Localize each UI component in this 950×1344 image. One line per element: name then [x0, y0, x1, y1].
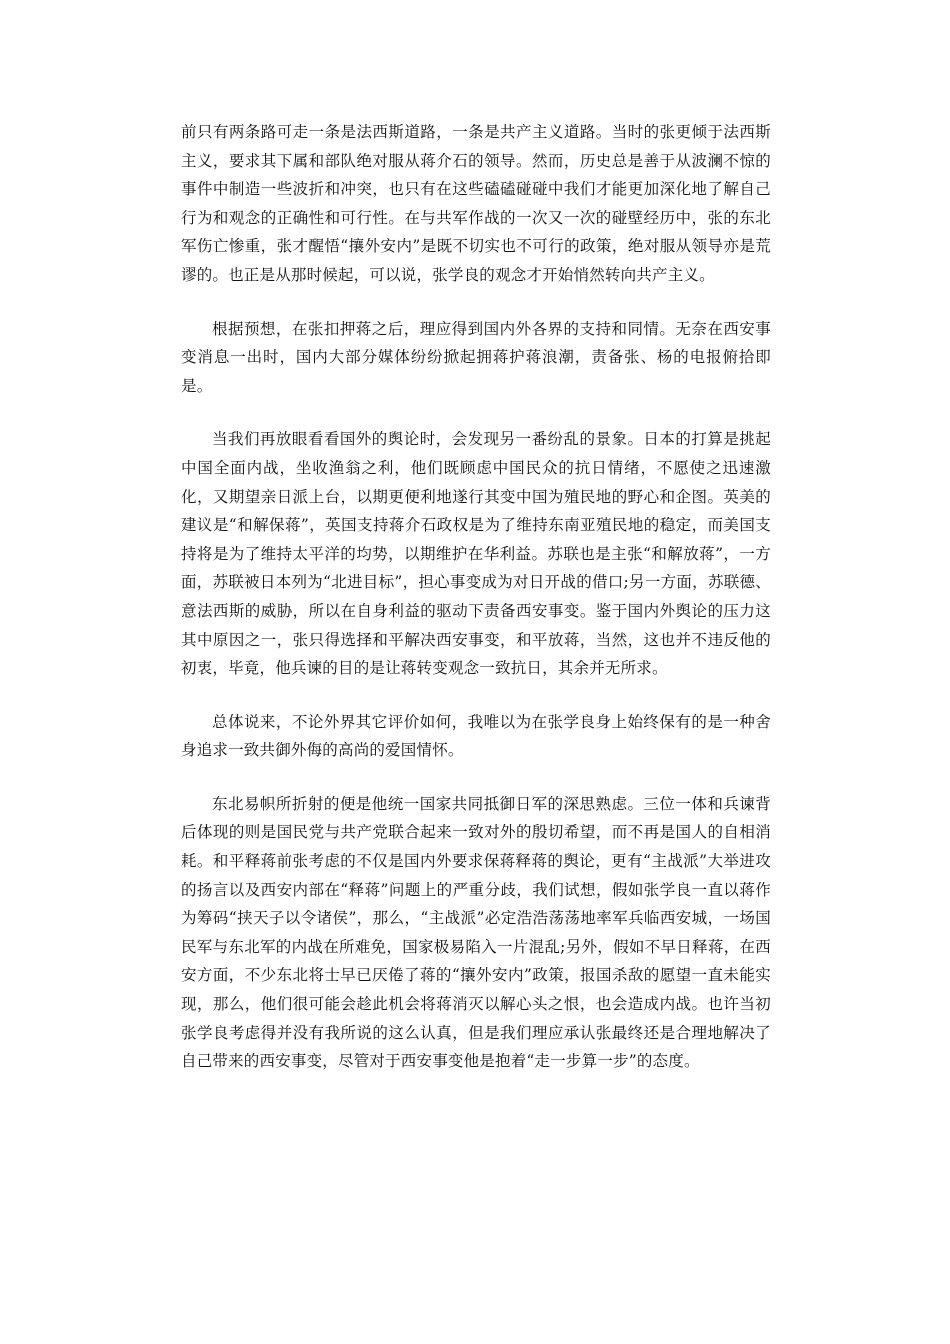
paragraph-1: 前只有两条路可走一条是法西斯道路，一条是共产主义道路。当时的张更倾于法西斯主义，要求其下属和部队绝对服从蒋介石的领导。然而，历史总是善于从波澜不惊的事件中制造一些波折和冲突，也只有在这些磕磕碰碰中我们才能更加深化地了解自己行为和观念的正确性和可行性。在与共军作战的一次又一次的碰壁经历中，张的东北军伤亡惨重，张才醒悟“攘外安内”是既不切实也不可行的政策，绝对服从领导亦是荒谬的。也正是从那时候起，可以说，张学良的观念才开始悄然转向共产主义。 [181, 123, 771, 284]
document-body [181, 118, 771, 1101]
paragraph-5: 东北易帜所折射的便是他统一国家共同抵御日军的深思熟虑。三位一体和兵谏背后体现的则是国民党与共产党联合起来一致对外的殷切希望，而不再是国人的自相消耗。和平释蒋前张考虑的不仅是国内外要求保蒋释蒋的舆论，更有“主战派”大举进攻的扬言以及西安内部在“释蒋”问题上的严重分歧，我们试想，假如张学良一直以蒋作为筹码“挟天子以令诸侯”，那么，“主战派”必定浩浩荡荡地率军兵临西安城，一场国民军与东北军的内战在所难免，国家极易陷入一片混乱;另外，假如不早日释蒋，在西安方面，不少东北将士早已厌倦了蒋的“攘外安内”政策，报国杀敌的愿望一直未能实现，那么，他们很可能会趁此机会将蒋消灭以解心头之恨，也会造成内战。也许当初张学良考虑得并没有我所说的这么认真，但是我们理应承认张最终还是合理地解决了自己带来的西安事变，尽管对于西安事变他是抱着“走一步算一步”的态度。 [181, 794, 771, 1071]
paragraph-4: 总体说来，不论外界其它评价如何，我唯以为在张学良身上始终保有的是一种舍身追求一致共御外侮的高尚的爱国情怀。 [181, 712, 771, 760]
paragraph-3: 当我们再放眼看看国外的舆论时，会发现另一番纷乱的景象。日本的打算是挑起中国全面内战，坐收渔翁之利，他们既顾虑中国民众的抗日情绪，不愿使之迅速激化，又期望亲日派上台，以期更便利地遂行其变中国为殖民地的野心和企图。英美的建议是“和解保蒋”，英国支持蒋介石政权是为了维持东南亚殖民地的稳定，而美国支持将是为了维持太平洋的均势，以期维护在华利益。苏联也是主张“和解放蒋”，一方面，苏联被日本列为“北进目标”，担心事变成为对日开战的借口;另一方面，苏联德、意法西斯的威胁，所以在自身利益的驱动下责备西安事变。鉴于国内外舆论的压力这其中原因之一，张只得选择和平解决西安事变，和平放蒋，当然，这也并不违反他的初衷，毕竟，他兵谏的目的是让蒋转变观念一致抗日，其余并无所求。 [181, 430, 771, 678]
paragraph-2: 根据预想，在张扣押蒋之后，理应得到国内外各界的支持和同情。无奈在西安事变消息一出时，国内大部分媒体纷纷掀起拥蒋护蒋浪潮，责备张、杨的电报俯拾即是。 [181, 319, 771, 395]
